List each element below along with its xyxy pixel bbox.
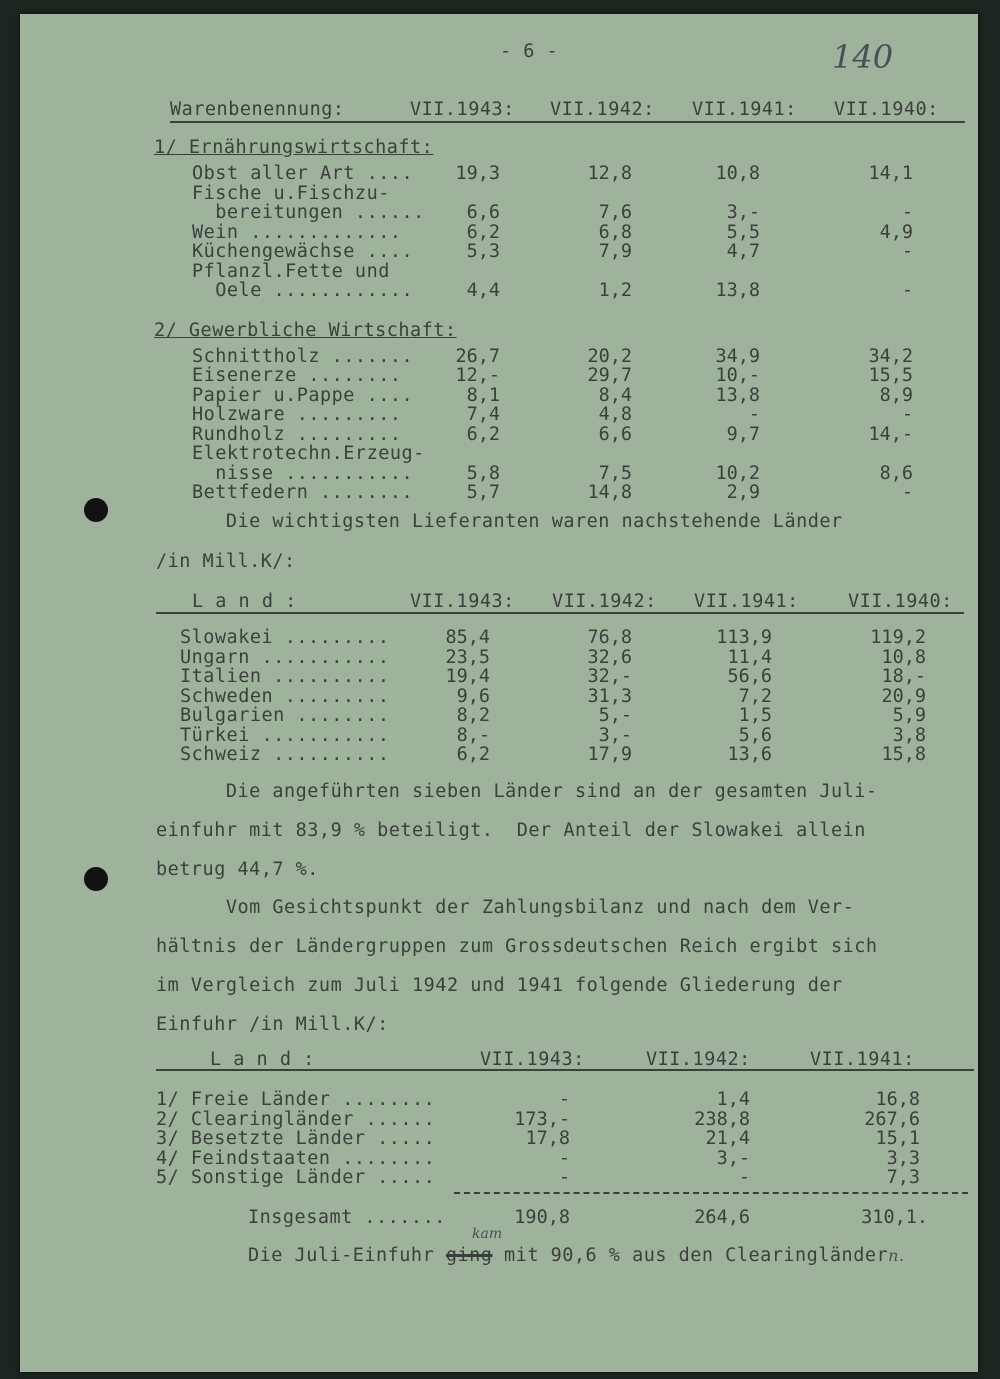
- table1-row-label: Elektrotechn.Erzeug-: [192, 443, 425, 464]
- table1-cell: 13,8: [715, 280, 760, 301]
- table1-cell: 10,-: [715, 365, 760, 386]
- table3-cell: 3,3: [886, 1147, 920, 1169]
- table1-cell: 6,6: [466, 202, 500, 223]
- table1-cell: -: [901, 482, 913, 503]
- table1-row-label: Rundholz .........: [192, 423, 402, 445]
- paragraph-line: Die wichtigsten Lieferanten waren nachstehende Länder: [156, 511, 843, 532]
- table2-row-label: Bulgarien ........: [180, 705, 390, 726]
- table2-cell: 119,2: [870, 627, 926, 648]
- table2-cell: 5,6: [738, 724, 772, 746]
- table2-cell: 13,6: [727, 744, 772, 765]
- table1-header: VII.1942:: [550, 99, 655, 120]
- table1-cell: 8,9: [879, 384, 913, 406]
- table1-cell: 7,4: [466, 404, 500, 425]
- table1-cell: 4,4: [466, 280, 500, 301]
- table1-cell: -: [901, 404, 913, 425]
- handwritten-correction: kam: [472, 1226, 503, 1242]
- table1-cell: 3,-: [726, 202, 760, 223]
- table3-cell: 7,3: [886, 1167, 920, 1188]
- table1-cell: 4,7: [726, 241, 760, 262]
- table2-cell: 1,5: [738, 705, 772, 726]
- table1-row-label: Fische u.Fischzu-: [192, 182, 390, 204]
- table2-header: VII.1940:: [848, 591, 953, 612]
- table2-row-label: Italien ..........: [180, 666, 390, 687]
- table1-header: VII.1940:: [834, 99, 939, 120]
- table2-cell: 23,5: [445, 646, 490, 668]
- page-number: - 6 -: [500, 41, 559, 62]
- table2-row-label: Schweiz ..........: [180, 744, 390, 765]
- table1-section-title: 2/ Gewerbliche Wirtschaft:: [154, 319, 457, 341]
- punch-hole-top: [84, 498, 108, 522]
- table3-row-label: 3/ Besetzte Länder .....: [156, 1128, 436, 1149]
- table1-row-label: Schnittholz .......: [192, 345, 414, 367]
- table2-header: VII.1942:: [552, 591, 657, 612]
- table3-row-label: 1/ Freie Länder ........: [156, 1089, 436, 1110]
- table1-cell: 13,8: [715, 384, 760, 406]
- table1-cell: 6,2: [466, 423, 500, 445]
- last-line: [248, 1246, 905, 1266]
- table2-header: VII.1943:: [410, 591, 515, 612]
- table1-cell: 5,7: [466, 482, 500, 503]
- table3-header: VII.1941:: [810, 1049, 915, 1070]
- table3-total-cell: 264,6: [694, 1207, 750, 1228]
- table1-cell: 6,2: [466, 221, 500, 243]
- table2-cell: 18,-: [881, 666, 926, 687]
- table2-cell: 85,4: [445, 627, 490, 648]
- table1-row-label: Eisenerze ........: [192, 365, 402, 386]
- paragraph-line: hältnis der Ländergruppen zum Grossdeutschen Reich ergibt sich: [156, 936, 878, 957]
- table3-total-cell: 310,1.: [861, 1207, 928, 1228]
- punch-hole-bottom: [84, 867, 108, 891]
- table1-cell: 15,5: [868, 365, 913, 386]
- struck-word: ging: [445, 1245, 493, 1266]
- table1-cell: 12,-: [455, 365, 500, 386]
- table1-cell: 9,7: [726, 423, 760, 445]
- table2-cell: 19,4: [445, 666, 490, 687]
- table2-cell: 3,-: [598, 724, 632, 746]
- table2-cell: 3,8: [892, 724, 926, 746]
- table1-cell: 10,8: [715, 163, 760, 184]
- table2-cell: 76,8: [587, 627, 632, 648]
- table1-row-label: Küchengewächse ....: [192, 241, 414, 262]
- table1-cell: 5,3: [466, 241, 500, 262]
- table1-row-label: Holzware .........: [192, 404, 402, 425]
- table1-cell: 19,3: [455, 163, 500, 184]
- table2-cell: 56,6: [727, 666, 772, 687]
- table1-cell: 8,6: [879, 462, 913, 484]
- table2-header: VII.1941:: [694, 591, 799, 612]
- paragraph-line: betrug 44,7 %.: [156, 859, 319, 880]
- table3-header: VII.1942:: [646, 1049, 751, 1070]
- table1-header: VII.1943:: [410, 99, 515, 120]
- table1-cell: 14,8: [587, 482, 632, 503]
- paragraph-line: Einfuhr /in Mill.K/:: [156, 1014, 389, 1035]
- table1-cell: 7,5: [598, 462, 632, 484]
- table1-cell: -: [748, 404, 760, 425]
- table3-cell: 16,8: [875, 1089, 920, 1110]
- table3-header: VII.1943:: [480, 1049, 585, 1070]
- table1-cell: 7,6: [598, 202, 632, 223]
- table1-cell: 26,7: [455, 345, 500, 367]
- handwritten-suffix: n.: [888, 1246, 905, 1265]
- table1-cell: -: [901, 241, 913, 262]
- table1-cell: 8,4: [598, 384, 632, 406]
- table3-cell: 3,-: [716, 1147, 750, 1169]
- table3-total-rule: [454, 1192, 968, 1194]
- table1-cell: 34,2: [868, 345, 913, 367]
- paragraph-line: einfuhr mit 83,9 % beteiligt. Der Anteil der Slowakei allein: [156, 820, 866, 841]
- table2-cell: 5,-: [598, 705, 632, 726]
- table1-header: Warenbenennung:: [170, 99, 345, 120]
- table1-row-label: nisse ...........: [192, 462, 414, 484]
- table1-cell: 4,8: [598, 404, 632, 425]
- table1-cell: 1,2: [598, 280, 632, 301]
- table1-header-rule: [170, 121, 965, 123]
- folio-number: 140: [832, 38, 894, 76]
- table2-cell: 10,8: [881, 646, 926, 668]
- table3-cell: 21,4: [705, 1128, 750, 1149]
- table1-cell: 14,-: [868, 423, 913, 445]
- table2-row-label: Türkei ...........: [180, 724, 390, 746]
- table1-cell: 2,9: [726, 482, 760, 503]
- table3-total-label: Insgesamt .......: [248, 1207, 446, 1228]
- table2-row-label: Schweden .........: [180, 685, 390, 707]
- paragraph-line: im Vergleich zum Juli 1942 und 1941 folgende Gliederung der: [156, 975, 843, 996]
- table1-row-label: Wein .............: [192, 221, 402, 243]
- table3-row-label: 5/ Sonstige Länder .....: [156, 1167, 436, 1188]
- table2-cell: 9,6: [456, 685, 490, 707]
- table3-cell: 1,4: [716, 1089, 750, 1110]
- table1-row-label: bereitungen ......: [192, 202, 425, 223]
- table1-cell: -: [901, 202, 913, 223]
- table2-cell: 8,-: [456, 724, 490, 746]
- last-line-text: mit 90,6 % aus den Clearingländer: [492, 1245, 889, 1266]
- table2-header: L a n d :: [192, 591, 297, 612]
- table3-row-label: 4/ Feindstaaten ........: [156, 1147, 436, 1169]
- table3-cell: -: [558, 1167, 570, 1188]
- table3-cell: 173,-: [514, 1108, 570, 1130]
- table1-section-title: 1/ Ernährungswirtschaft:: [154, 137, 434, 158]
- table2-cell: 5,9: [892, 705, 926, 726]
- table3-row-label: 2/ Clearingländer ......: [156, 1108, 436, 1130]
- table3-cell: 17,8: [525, 1128, 570, 1149]
- table1-row-label: Bettfedern ........: [192, 482, 414, 503]
- table1-row-label: Papier u.Pappe ....: [192, 384, 414, 406]
- table1-cell: 4,9: [879, 221, 913, 243]
- table1-cell: 10,2: [715, 462, 760, 484]
- table1-cell: 34,9: [715, 345, 760, 367]
- table3-cell: -: [738, 1167, 750, 1188]
- table2-cell: 113,9: [716, 627, 772, 648]
- table2-row-label: Ungarn ...........: [180, 646, 390, 668]
- table1-row-label: Obst aller Art ....: [192, 163, 414, 184]
- table1-cell: 6,8: [598, 221, 632, 243]
- table3-total-cell: 190,8: [514, 1207, 570, 1228]
- table3-header: L a n d :: [210, 1049, 315, 1070]
- table2-cell: 32,6: [587, 646, 632, 668]
- table3-cell: -: [558, 1147, 570, 1169]
- last-line-text: Die Juli-Einfuhr: [248, 1245, 446, 1266]
- table1-cell: 7,9: [598, 241, 632, 262]
- table1-cell: 5,8: [466, 462, 500, 484]
- table1-cell: 5,5: [726, 221, 760, 243]
- table2-cell: 31,3: [587, 685, 632, 707]
- table3-header-rule: [156, 1069, 974, 1071]
- table1-row-label: Pflanzl.Fette und: [192, 260, 390, 282]
- table2-cell: 15,8: [881, 744, 926, 765]
- table2-cell: 17,9: [587, 744, 632, 765]
- table1-row-label: Oele ............: [192, 280, 414, 301]
- paragraph-line: /in Mill.K/:: [156, 551, 296, 572]
- table2-cell: 8,2: [456, 705, 490, 726]
- table1-cell: 29,7: [587, 365, 632, 386]
- table1-cell: 14,1: [868, 163, 913, 184]
- table1-cell: -: [901, 280, 913, 301]
- table3-cell: 267,6: [864, 1108, 920, 1130]
- table1-cell: 12,8: [587, 163, 632, 184]
- table2-cell: 6,2: [456, 744, 490, 765]
- table1-cell: 6,6: [598, 423, 632, 445]
- table2-cell: 32,-: [587, 666, 632, 687]
- table2-cell: 7,2: [738, 685, 772, 707]
- table3-cell: -: [558, 1089, 570, 1110]
- paragraph-line: Die angeführten sieben Länder sind an der gesamten Juli-: [156, 781, 878, 802]
- table1-cell: 20,2: [587, 345, 632, 367]
- table2-cell: 11,4: [727, 646, 772, 668]
- table1-cell: 8,1: [466, 384, 500, 406]
- table2-header-rule: [156, 612, 964, 614]
- paragraph-line: Vom Gesichtspunkt der Zahlungsbilanz und nach dem Ver-: [156, 897, 855, 918]
- table1-header: VII.1941:: [692, 99, 797, 120]
- table3-cell: 15,1: [875, 1128, 920, 1149]
- table2-row-label: Slowakei .........: [180, 627, 390, 648]
- table2-cell: 20,9: [881, 685, 926, 707]
- table3-cell: 238,8: [694, 1108, 750, 1130]
- document-page: [20, 14, 978, 1372]
